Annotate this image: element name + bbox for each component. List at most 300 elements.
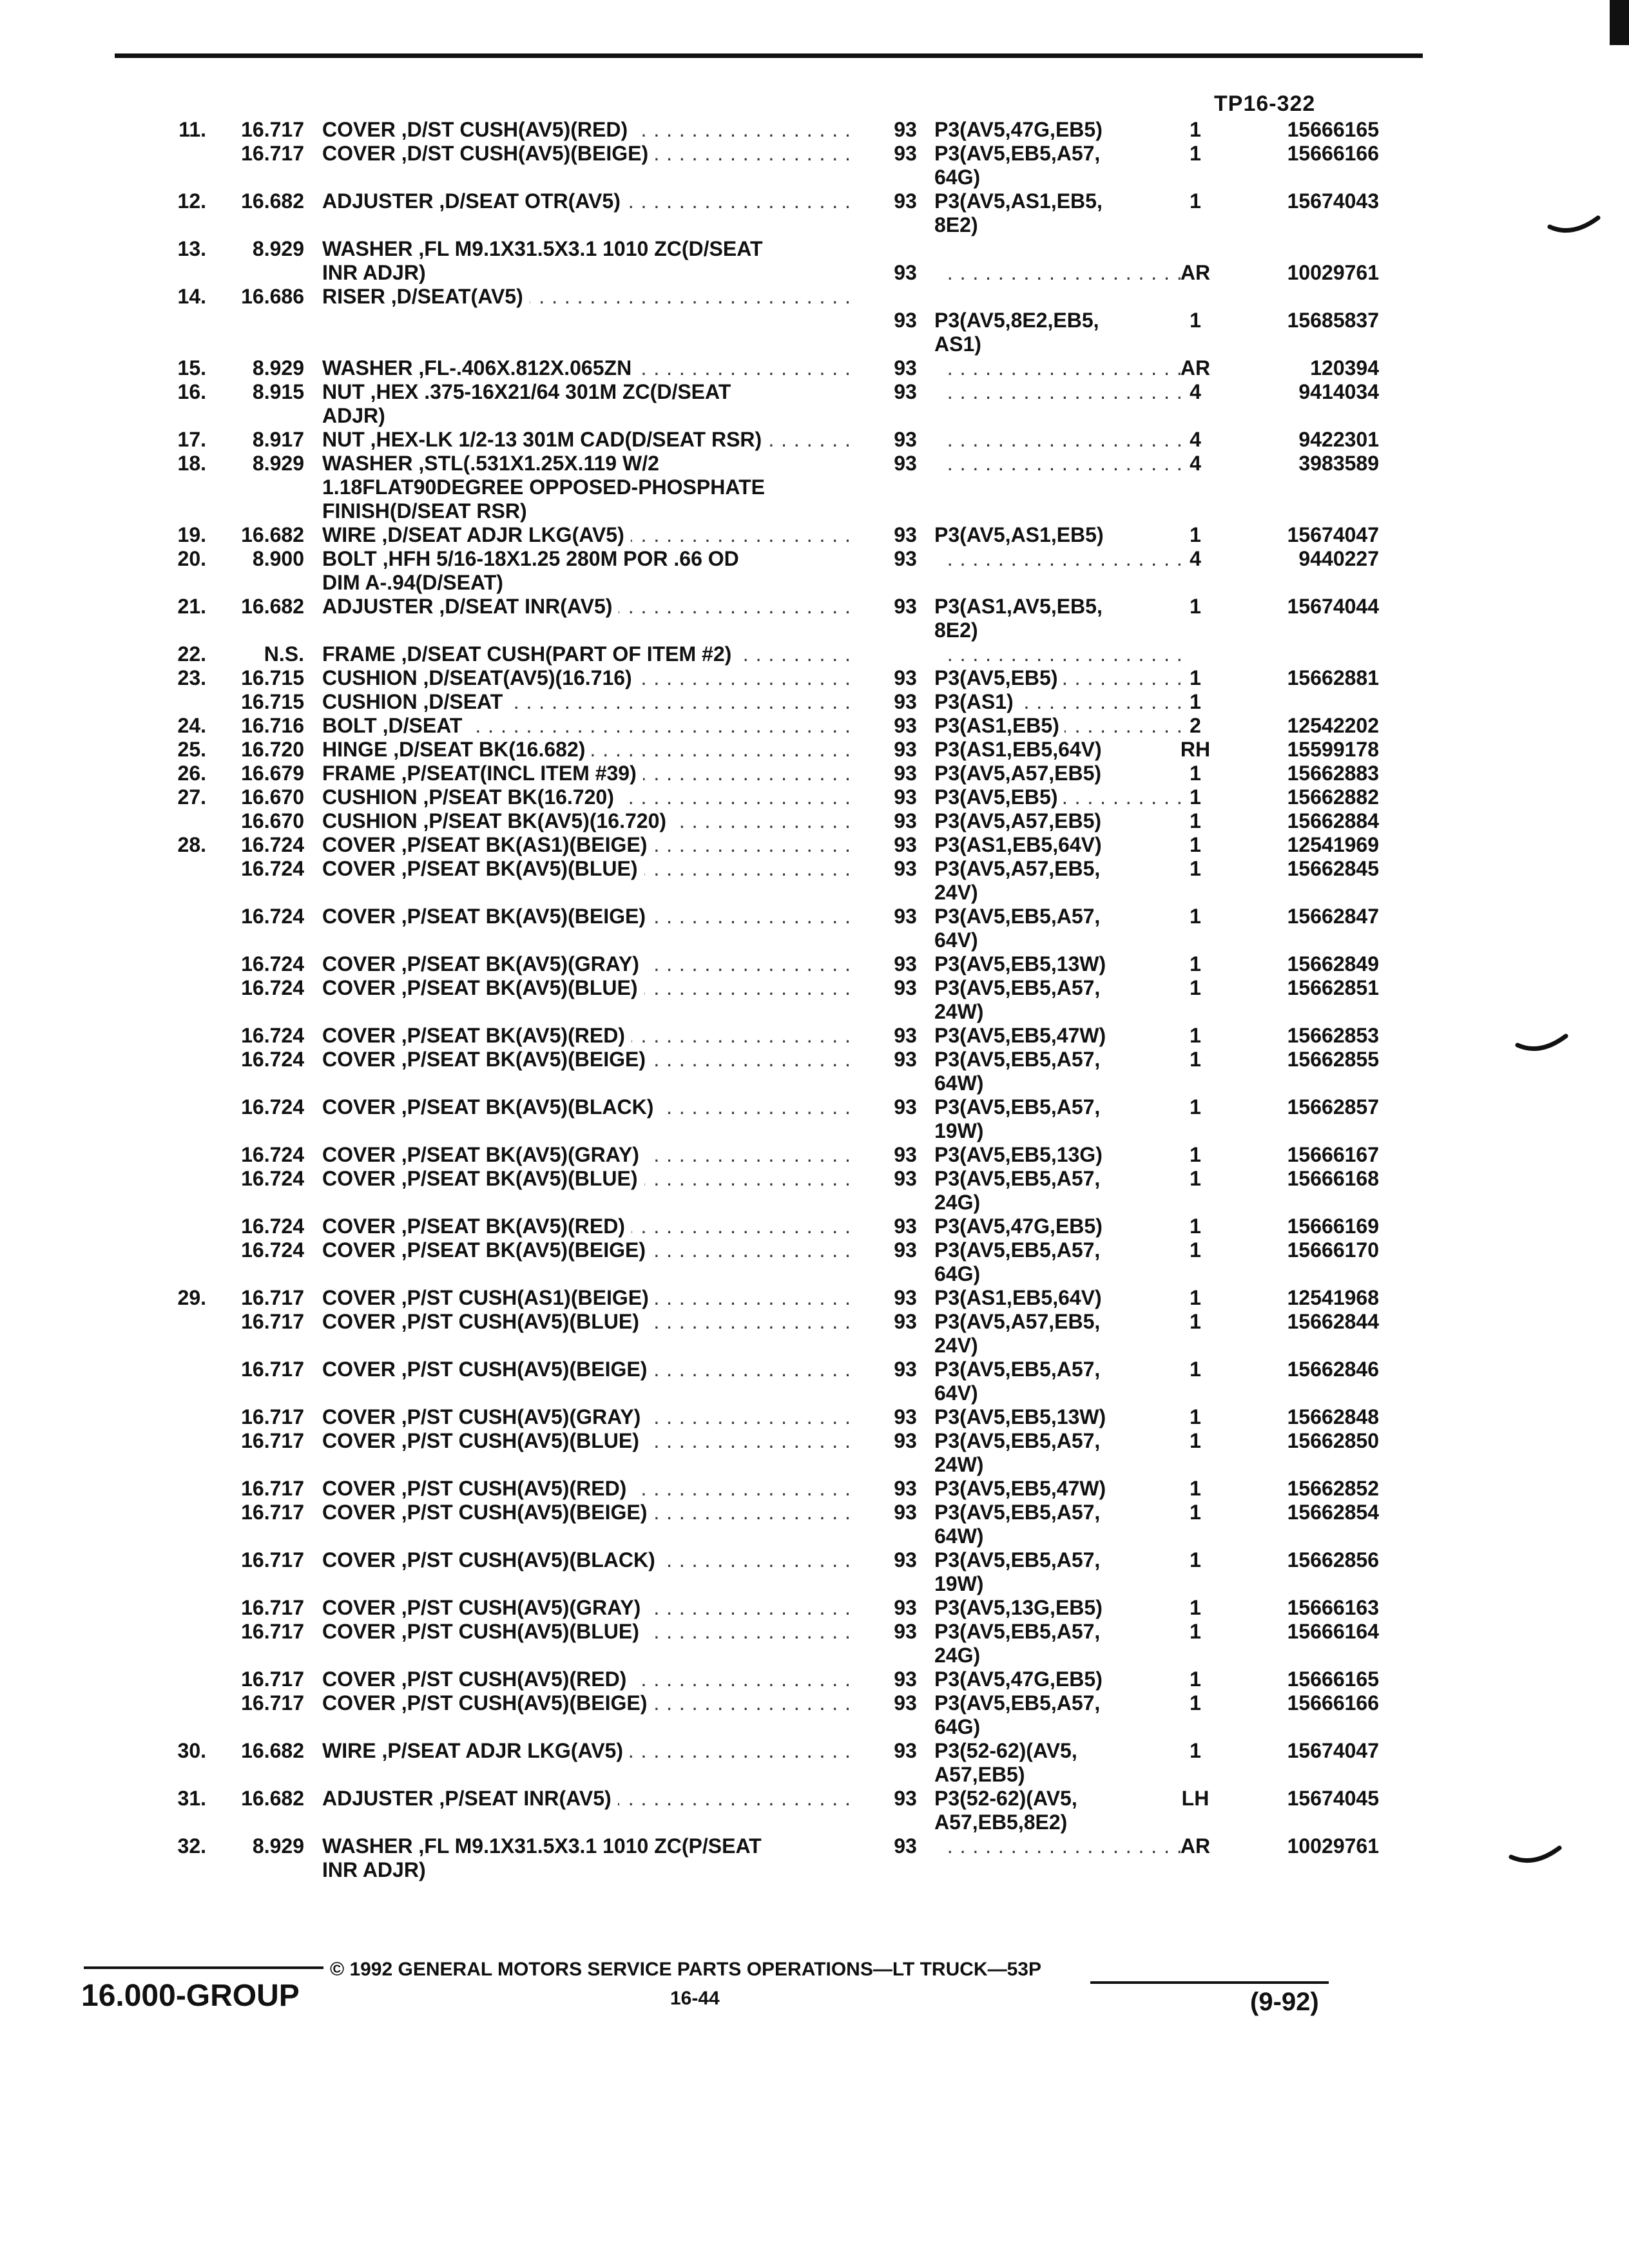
part-description-text xyxy=(322,1572,329,1595)
item-number: 19. xyxy=(177,523,206,546)
part-number: 120394 xyxy=(1310,356,1379,380)
group-number: 16.717 xyxy=(241,1691,304,1715)
application-code-text: 24W) xyxy=(934,1000,988,1023)
quantity: 1 xyxy=(1190,189,1201,213)
part-description-text: NUT ,HEX .375-16X21/64 301M ZC(D/SEAT xyxy=(322,380,737,403)
group-number: 16.717 xyxy=(241,1477,304,1500)
part-number: 9414034 xyxy=(1298,380,1379,403)
part-description-text: COVER ,P/SEAT BK(AV5)(RED) xyxy=(322,1024,631,1047)
part-description xyxy=(322,1119,858,1143)
part-description xyxy=(322,1215,858,1238)
part-description-text: CUSHION ,P/SEAT BK(AV5)(16.720) xyxy=(322,809,673,832)
part-description xyxy=(322,857,858,881)
table-row xyxy=(0,476,1629,499)
application-code xyxy=(934,1620,1186,1644)
part-description-text: 1.18FLAT90DEGREE OPPOSED-PHOSPHATE xyxy=(322,476,771,499)
application-code-text xyxy=(934,261,940,284)
part-description-text: COVER ,D/ST CUSH(AV5)(BEIGE) xyxy=(322,142,655,165)
group-number: 16.682 xyxy=(241,1739,304,1762)
table-row xyxy=(0,1119,1629,1143)
part-number: 12541968 xyxy=(1287,1286,1379,1309)
part-description xyxy=(322,833,858,857)
part-description xyxy=(322,285,858,309)
check-mark-icon xyxy=(1547,213,1605,238)
quantity: 1 xyxy=(1190,690,1201,713)
part-description xyxy=(322,428,858,452)
application-code xyxy=(934,666,1186,690)
model-code: 93 xyxy=(894,1215,917,1238)
part-description-text xyxy=(322,1453,329,1476)
part-description xyxy=(322,356,858,380)
application-code-text: 24G) xyxy=(934,1191,985,1214)
quantity: LH xyxy=(1181,1787,1210,1810)
application-code-text: P3(AV5,AS1,EB5) xyxy=(934,523,1109,546)
part-description-text: COVER ,P/SEAT BK(AV5)(RED) xyxy=(322,1215,631,1238)
application-code-text: P3(AV5,EB5,13W) xyxy=(934,1405,1111,1428)
part-description-text xyxy=(322,1715,329,1738)
application-code xyxy=(934,1596,1186,1620)
model-code: 93 xyxy=(894,1238,917,1262)
group-number: 16.717 xyxy=(241,1596,304,1619)
part-description-text: RISER ,D/SEAT(AV5) xyxy=(322,285,530,308)
group-number: 16.724 xyxy=(241,1143,304,1166)
table-row xyxy=(0,309,1629,332)
part-description-text xyxy=(322,1811,329,1834)
group-number: 8.929 xyxy=(252,237,304,260)
quantity: 1 xyxy=(1190,857,1201,880)
quantity: AR xyxy=(1180,1834,1211,1858)
application-code xyxy=(934,1119,1186,1143)
application-code xyxy=(934,1453,1186,1477)
quantity: 1 xyxy=(1190,1667,1201,1691)
item-number: 11. xyxy=(178,118,206,141)
application-code xyxy=(934,166,1186,189)
part-description xyxy=(322,261,858,285)
table-row xyxy=(0,595,1629,619)
application-code-text: P3(AS1,EB5,64V) xyxy=(934,738,1107,761)
group-number: 16.717 xyxy=(241,1548,304,1571)
model-code: 93 xyxy=(894,1024,917,1047)
group-number: 16.717 xyxy=(241,1667,304,1691)
group-number: 16.724 xyxy=(241,1095,304,1119)
quantity: AR xyxy=(1180,261,1211,284)
application-code-text: P3(AV5,A57,EB5, xyxy=(934,1310,1105,1333)
part-description-text: ADJUSTER ,D/SEAT OTR(AV5) xyxy=(322,189,627,213)
group-number: 16.717 xyxy=(241,1310,304,1333)
table-row xyxy=(0,142,1629,166)
application-code-text: 64V) xyxy=(934,928,983,952)
item-number: 16. xyxy=(177,380,206,403)
part-description-text: COVER ,P/ST CUSH(AV5)(BLUE) xyxy=(322,1620,646,1643)
item-number: 22. xyxy=(177,642,206,666)
part-description xyxy=(322,619,858,642)
table-row xyxy=(0,690,1629,714)
part-description xyxy=(322,1000,858,1024)
table-row xyxy=(0,1000,1629,1024)
application-code xyxy=(934,213,1186,237)
model-code: 93 xyxy=(894,1477,917,1500)
table-row xyxy=(0,1644,1629,1667)
model-code: 93 xyxy=(894,1095,917,1119)
model-code: 93 xyxy=(894,1405,917,1428)
table-row xyxy=(0,1739,1629,1763)
part-description xyxy=(322,785,858,809)
part-description xyxy=(322,1524,858,1548)
application-code-text: P3(AV5,EB5,A57, xyxy=(934,1095,1105,1119)
application-code xyxy=(934,952,1186,976)
part-description xyxy=(322,1095,858,1119)
part-number: 15662883 xyxy=(1287,762,1379,785)
application-code-text: 19W) xyxy=(934,1572,988,1595)
part-number: 15666166 xyxy=(1287,142,1379,165)
application-code xyxy=(934,1405,1186,1429)
model-code: 93 xyxy=(894,1667,917,1691)
application-code-text: 64W) xyxy=(934,1072,988,1095)
part-description xyxy=(322,547,858,571)
part-description-text xyxy=(322,619,329,642)
item-number: 32. xyxy=(177,1834,206,1858)
model-code: 93 xyxy=(894,1286,917,1309)
model-code: 93 xyxy=(894,547,917,570)
check-mark-icon xyxy=(1514,1031,1572,1057)
part-description-text: COVER ,P/ST CUSH(AV5)(RED) xyxy=(322,1667,633,1691)
table-row xyxy=(0,1429,1629,1453)
application-code xyxy=(934,404,1186,428)
table-row xyxy=(0,738,1629,762)
application-code xyxy=(934,1739,1186,1763)
table-row xyxy=(0,666,1629,690)
group-number: 16.679 xyxy=(241,762,304,785)
group-number: 16.724 xyxy=(241,857,304,880)
group-number: 16.717 xyxy=(241,1405,304,1428)
part-description-text: COVER ,P/ST CUSH(AV5)(BLUE) xyxy=(322,1310,646,1333)
quantity: 1 xyxy=(1190,809,1201,832)
part-number: 15662881 xyxy=(1287,666,1379,689)
group-number: 8.915 xyxy=(252,380,304,403)
application-code xyxy=(934,1429,1186,1453)
part-description-text xyxy=(322,1524,329,1548)
application-code-text: P3(52-62)(AV5, xyxy=(934,1739,1083,1762)
part-description xyxy=(322,499,858,523)
table-row xyxy=(0,356,1629,380)
item-number: 21. xyxy=(177,595,206,618)
part-number: 15666167 xyxy=(1287,1143,1379,1166)
table-row xyxy=(0,571,1629,595)
table-row xyxy=(0,1763,1629,1787)
table-row xyxy=(0,1358,1629,1381)
part-number: 15662849 xyxy=(1287,952,1379,975)
application-code-text: P3(AS1,EB5,64V) xyxy=(934,1286,1107,1309)
part-description xyxy=(322,1262,858,1286)
part-description xyxy=(322,404,858,428)
quantity: 1 xyxy=(1190,833,1201,856)
part-description-text: NUT ,HEX-LK 1/2-13 301M CAD(D/SEAT RSR) xyxy=(322,428,768,451)
part-description-text: INR ADJR) xyxy=(322,1858,432,1881)
quantity: 4 xyxy=(1190,380,1201,403)
part-description-text: COVER ,P/SEAT BK(AV5)(BEIGE) xyxy=(322,1048,652,1071)
table-row xyxy=(0,237,1629,261)
item-number: 18. xyxy=(177,452,206,475)
part-description-text: BOLT ,HFH 5/16-18X1.25 280M POR .66 OD xyxy=(322,547,746,570)
part-description xyxy=(322,1620,858,1644)
model-code: 93 xyxy=(894,738,917,761)
quantity: 4 xyxy=(1190,428,1201,451)
parts-list xyxy=(0,118,1629,1882)
table-row xyxy=(0,1143,1629,1167)
part-number: 12541969 xyxy=(1287,833,1379,856)
application-code xyxy=(934,1310,1186,1334)
application-code-text: P3(AV5,8E2,EB5, xyxy=(934,309,1104,332)
part-description-text xyxy=(322,1191,329,1214)
application-code-text: 24V) xyxy=(934,881,983,904)
table-row xyxy=(0,1787,1629,1811)
table-row xyxy=(0,1548,1629,1572)
application-code-text xyxy=(934,1834,940,1858)
table-row xyxy=(0,1238,1629,1262)
application-code xyxy=(934,499,1186,523)
part-description xyxy=(322,976,858,1000)
quantity: 1 xyxy=(1190,1691,1201,1715)
application-code xyxy=(934,714,1186,738)
application-code xyxy=(934,785,1186,809)
part-description xyxy=(322,1143,858,1167)
part-description xyxy=(322,952,858,976)
application-code-text xyxy=(934,1858,940,1881)
quantity: 1 xyxy=(1190,142,1201,165)
quantity: 1 xyxy=(1190,1143,1201,1166)
part-description-text: WIRE ,D/SEAT ADJR LKG(AV5) xyxy=(322,523,631,546)
group-number: 16.682 xyxy=(241,189,304,213)
application-code xyxy=(934,1524,1186,1548)
application-code-text: P3(AV5,EB5,13G) xyxy=(934,1143,1108,1166)
application-code-text: P3(AV5,EB5,A57, xyxy=(934,1548,1105,1571)
part-description-text: COVER ,P/ST CUSH(AV5)(BLACK) xyxy=(322,1548,662,1571)
quantity: 4 xyxy=(1190,547,1201,570)
table-row xyxy=(0,1167,1629,1191)
part-description xyxy=(322,1072,858,1095)
application-code-text: P3(AV5,A57,EB5) xyxy=(934,809,1106,832)
part-description xyxy=(322,809,858,833)
part-number: 15662854 xyxy=(1287,1501,1379,1524)
group-number: 16.715 xyxy=(241,690,304,713)
item-number: 17. xyxy=(177,428,206,451)
model-code: 93 xyxy=(894,833,917,856)
model-code: 93 xyxy=(894,1310,917,1333)
group-number: 16.717 xyxy=(241,1286,304,1309)
table-row xyxy=(0,1620,1629,1644)
part-description-text: COVER ,P/SEAT BK(AS1)(BEIGE) xyxy=(322,833,653,856)
part-description xyxy=(322,213,858,237)
application-code xyxy=(934,1095,1186,1119)
application-code xyxy=(934,189,1186,213)
part-description xyxy=(322,1572,858,1596)
part-description-text xyxy=(322,1381,329,1405)
application-code xyxy=(934,1834,1186,1858)
part-number: 15662884 xyxy=(1287,809,1379,832)
part-description xyxy=(322,714,858,738)
table-row xyxy=(0,332,1629,356)
application-code xyxy=(934,1715,1186,1739)
scan-edge-mark xyxy=(1610,0,1629,45)
table-row xyxy=(0,404,1629,428)
item-number: 26. xyxy=(177,762,206,785)
quantity: 1 xyxy=(1190,762,1201,785)
table-row xyxy=(0,1072,1629,1095)
group-number: 8.900 xyxy=(252,547,304,570)
application-code xyxy=(934,1334,1186,1358)
part-number: 3983589 xyxy=(1298,452,1379,475)
application-code-text: P3(AS1,AV5,EB5, xyxy=(934,595,1108,618)
part-description-text: COVER ,P/ST CUSH(AV5)(GRAY) xyxy=(322,1596,647,1619)
group-number: 16.724 xyxy=(241,1167,304,1190)
part-description xyxy=(322,1381,858,1405)
quantity: 1 xyxy=(1190,952,1201,975)
model-code: 93 xyxy=(894,785,917,809)
application-code-text: 24G) xyxy=(934,1644,985,1667)
part-description-text: ADJUSTER ,D/SEAT INR(AV5) xyxy=(322,595,619,618)
part-description xyxy=(322,118,858,142)
part-description xyxy=(322,642,858,666)
part-description-text: DIM A-.94(D/SEAT) xyxy=(322,571,510,594)
part-number: 15666163 xyxy=(1287,1596,1379,1619)
application-code-text: P3(AV5,47G,EB5) xyxy=(934,1215,1108,1238)
application-code-text: P3(AV5,A57,EB5, xyxy=(934,857,1105,880)
table-row xyxy=(0,1310,1629,1334)
group-number: 16.724 xyxy=(241,833,304,856)
application-code-text xyxy=(934,642,940,666)
application-code-text: A57,EB5) xyxy=(934,1763,1030,1786)
item-number: 28. xyxy=(177,833,206,856)
application-code-text: 64G) xyxy=(934,1715,985,1738)
table-row xyxy=(0,213,1629,237)
group-number: 8.929 xyxy=(252,1834,304,1858)
item-number: 25. xyxy=(177,738,206,761)
application-code xyxy=(934,809,1186,833)
part-description xyxy=(322,166,858,189)
part-description-text: COVER ,P/ST CUSH(AV5)(BEIGE) xyxy=(322,1691,653,1715)
application-code xyxy=(934,1048,1186,1072)
part-description-text: COVER ,P/SEAT BK(AV5)(BEIGE) xyxy=(322,905,652,928)
application-code xyxy=(934,1811,1186,1834)
table-row xyxy=(0,285,1629,309)
part-description-text: CUSHION ,D/SEAT(AV5)(16.716) xyxy=(322,666,639,689)
table-row xyxy=(0,1834,1629,1858)
quantity: 1 xyxy=(1190,1501,1201,1524)
part-description-text xyxy=(322,1119,329,1142)
application-code xyxy=(934,523,1186,547)
table-row xyxy=(0,1191,1629,1215)
model-code: 93 xyxy=(894,1358,917,1381)
application-code-text: P3(AV5,EB5,A57, xyxy=(934,1358,1105,1381)
table-row xyxy=(0,428,1629,452)
application-code-text: 8E2) xyxy=(934,619,983,642)
application-code-text xyxy=(934,404,940,427)
table-row xyxy=(0,1501,1629,1524)
application-code xyxy=(934,1191,1186,1215)
model-code: 93 xyxy=(894,1167,917,1190)
part-description-text xyxy=(322,1000,329,1023)
part-description-text: ADJR) xyxy=(322,404,392,427)
part-description xyxy=(322,1048,858,1072)
item-number: 29. xyxy=(177,1286,206,1309)
application-code xyxy=(934,738,1186,762)
quantity: 1 xyxy=(1190,1739,1201,1762)
table-row xyxy=(0,1524,1629,1548)
item-number: 13. xyxy=(177,237,206,260)
footer-rule xyxy=(1090,1981,1329,1984)
application-code xyxy=(934,571,1186,595)
part-description-text xyxy=(322,309,329,332)
quantity: 1 xyxy=(1190,1024,1201,1047)
application-code-text: P3(AV5,EB5,A57, xyxy=(934,142,1105,165)
part-description xyxy=(322,1429,858,1453)
part-description xyxy=(322,1310,858,1334)
part-description xyxy=(322,523,858,547)
group-number: 16.717 xyxy=(241,118,304,141)
application-code-text: A57,EB5,8E2) xyxy=(934,1811,1072,1834)
part-number: 15666170 xyxy=(1287,1238,1379,1262)
table-row xyxy=(0,1858,1629,1882)
part-description xyxy=(322,881,858,905)
quantity: 1 xyxy=(1190,595,1201,618)
table-row xyxy=(0,523,1629,547)
item-number: 24. xyxy=(177,714,206,737)
part-number: 15662852 xyxy=(1287,1477,1379,1500)
part-description-text xyxy=(322,332,329,356)
part-description xyxy=(322,1763,858,1787)
quantity: 1 xyxy=(1190,1405,1201,1428)
application-code xyxy=(934,380,1186,404)
application-code-text: P3(AV5,EB5,A57, xyxy=(934,1238,1105,1262)
table-row xyxy=(0,809,1629,833)
part-number: 15662853 xyxy=(1287,1024,1379,1047)
application-code xyxy=(934,1858,1186,1882)
part-description-text: WIRE ,P/SEAT ADJR LKG(AV5) xyxy=(322,1739,630,1762)
application-code xyxy=(934,1286,1186,1310)
part-number: 15662847 xyxy=(1287,905,1379,928)
part-number: 15666164 xyxy=(1287,1620,1379,1643)
application-code xyxy=(934,309,1186,332)
application-code-text: P3(AV5,EB5,A57, xyxy=(934,905,1105,928)
copyright-notice: © 1992 GENERAL MOTORS SERVICE PARTS OPERATIONS—LT TRUCK—53P xyxy=(330,1959,1041,1980)
part-description-text: WASHER ,FL M9.1X31.5X3.1 1010 ZC(D/SEAT xyxy=(322,237,769,260)
application-code xyxy=(934,261,1186,285)
part-description xyxy=(322,1811,858,1834)
part-description xyxy=(322,189,858,213)
part-description xyxy=(322,1334,858,1358)
application-code xyxy=(934,1024,1186,1048)
part-number: 15666168 xyxy=(1287,1167,1379,1190)
part-description xyxy=(322,690,858,714)
part-description-text: ADJUSTER ,P/SEAT INR(AV5) xyxy=(322,1787,618,1810)
group-number: 16.715 xyxy=(241,666,304,689)
quantity: 1 xyxy=(1190,1238,1201,1262)
part-description xyxy=(322,309,858,332)
table-row xyxy=(0,857,1629,881)
application-code-text: P3(AV5,47G,EB5) xyxy=(934,118,1108,141)
model-code: 93 xyxy=(894,1739,917,1762)
quantity: 1 xyxy=(1190,523,1201,546)
application-code-text: 24V) xyxy=(934,1334,983,1357)
application-code xyxy=(934,1787,1186,1811)
group-number: 16.720 xyxy=(241,738,304,761)
part-description-text xyxy=(322,1644,329,1667)
quantity: 1 xyxy=(1190,1429,1201,1452)
model-code: 93 xyxy=(894,1548,917,1571)
table-row xyxy=(0,1215,1629,1238)
table-row xyxy=(0,189,1629,213)
part-description-text: CUSHION ,P/SEAT BK(16.720) xyxy=(322,785,621,809)
